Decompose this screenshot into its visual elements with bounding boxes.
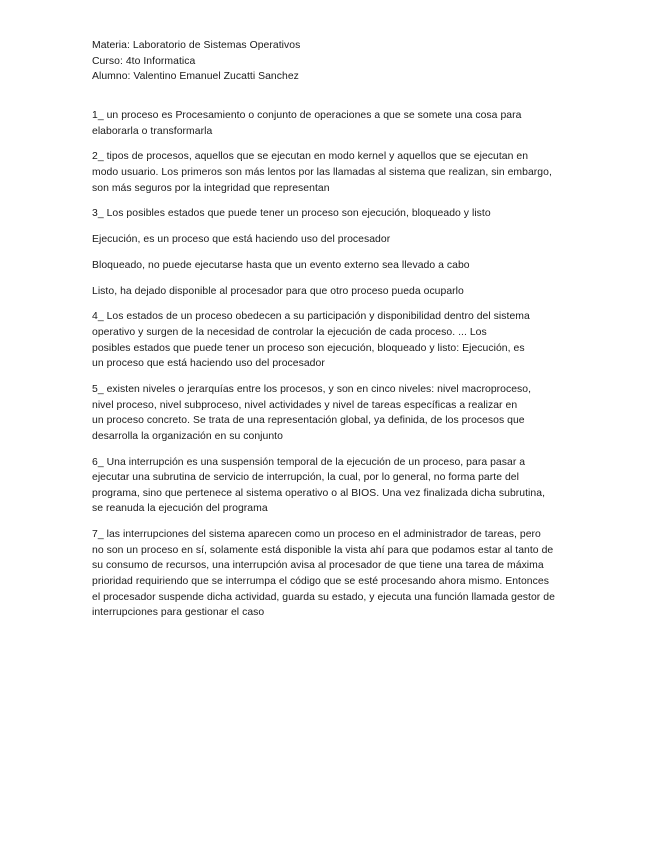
text-line: nivel proceso, nivel subproceso, nivel actividades y nivel de tareas específicas a realizar en [92,399,518,411]
answer-3 [92,206,552,222]
answer-1 [92,108,552,139]
document-body [92,108,555,631]
text-line: 3_ Los posibles estados que puede tener un proceso son ejecución, bloqueado y listo [92,208,491,220]
student-line: Alumno: Valentino Emanuel Zucatti Sanchez [92,71,299,82]
state-ready [92,284,552,300]
text-line: no son un proceso en sí, solamente está disponible la vista ahí para que podamos estar al tanto de [92,544,554,556]
answer-5 [92,382,552,444]
answer-7 [92,527,555,621]
text-line: el procesador suspende dicha actividad, guarda su estado, y ejecuta una función llamada gestor de [92,591,555,603]
text-line: Ejecución, es un proceso que está haciendo uso del procesador [92,234,391,246]
text-line: programa, sino que pertenece al sistema operativo o al BIOS. Una vez finalizada dicha subrutina, [92,487,546,499]
document-header [92,38,552,85]
text-line: desarrolla la organización en su conjunto [92,430,283,442]
text-line: 6_ Una interrupción es una suspensión temporal de la ejecución de un proceso, para pasar a [92,456,526,468]
answer-2 [92,149,552,196]
text-line: son más seguros por la integridad que representan [92,182,330,194]
text-line: su consumo de recursos, una interrupción avisa al procesador de que tiene una tarea de máxima [92,560,544,572]
subject-line: Materia: Laboratorio de Sistemas Operativos [92,40,301,51]
text-line: Listo, ha dejado disponible al procesador para que otro proceso pueda ocuparlo [92,285,464,297]
text-line: 2_ tipos de procesos, aquellos que se ejecutan en modo kernel y aquellos que se ejecutan en [92,151,529,163]
text-line: un proceso concreto. Se trata de una representación global, ya definida, de los procesos que [92,415,525,427]
text-line: 1_ un proceso es Procesamiento o conjunto de operaciones a que se somete una cosa para [92,110,522,121]
text-line: elaborarla o transformarla [92,125,213,137]
text-line: un proceso que está haciendo uso del procesador [92,358,325,370]
text-line: se reanuda la ejecución del programa [92,503,268,515]
answer-6 [92,455,552,517]
text-line: interrupciones para gestionar el caso [92,607,265,619]
text-line: Bloqueado, no puede ejecutarse hasta que un evento externo sea llevado a cabo [92,259,470,271]
text-line: 4_ Los estados de un proceso obedecen a su participación y disponibilidad dentro del sistema [92,311,530,323]
text-line: modo usuario. Los primeros son más lentos por las llamadas al sistema que realizan, sin embargo, [92,166,552,178]
state-execution [92,232,552,248]
course-line: Curso: 4to Informatica [92,55,196,67]
text-line: posibles estados que puede tener un proceso son ejecución, bloqueado y listo: Ejecución, es [92,342,525,354]
text-line: ejecutar una subrutina de servicio de interrupción, la cual, por lo general, no forma parte del [92,472,519,484]
answer-4 [92,309,552,371]
text-line: prioridad requiriendo que se interrumpa el código que se esté procesando ahora mismo. Entonces [92,575,549,587]
text-line: 5_ existen niveles o jerarquías entre los procesos, y son en cinco niveles: nivel macroproceso, [92,384,532,396]
text-line: 7_ las interrupciones del sistema aparecen como un proceso en el administrador de tareas, pero [92,529,541,541]
text-line: operativo y surgen de la necesidad de controlar la ejecución de cada proceso. ... Los [92,327,487,339]
state-blocked [92,258,552,274]
